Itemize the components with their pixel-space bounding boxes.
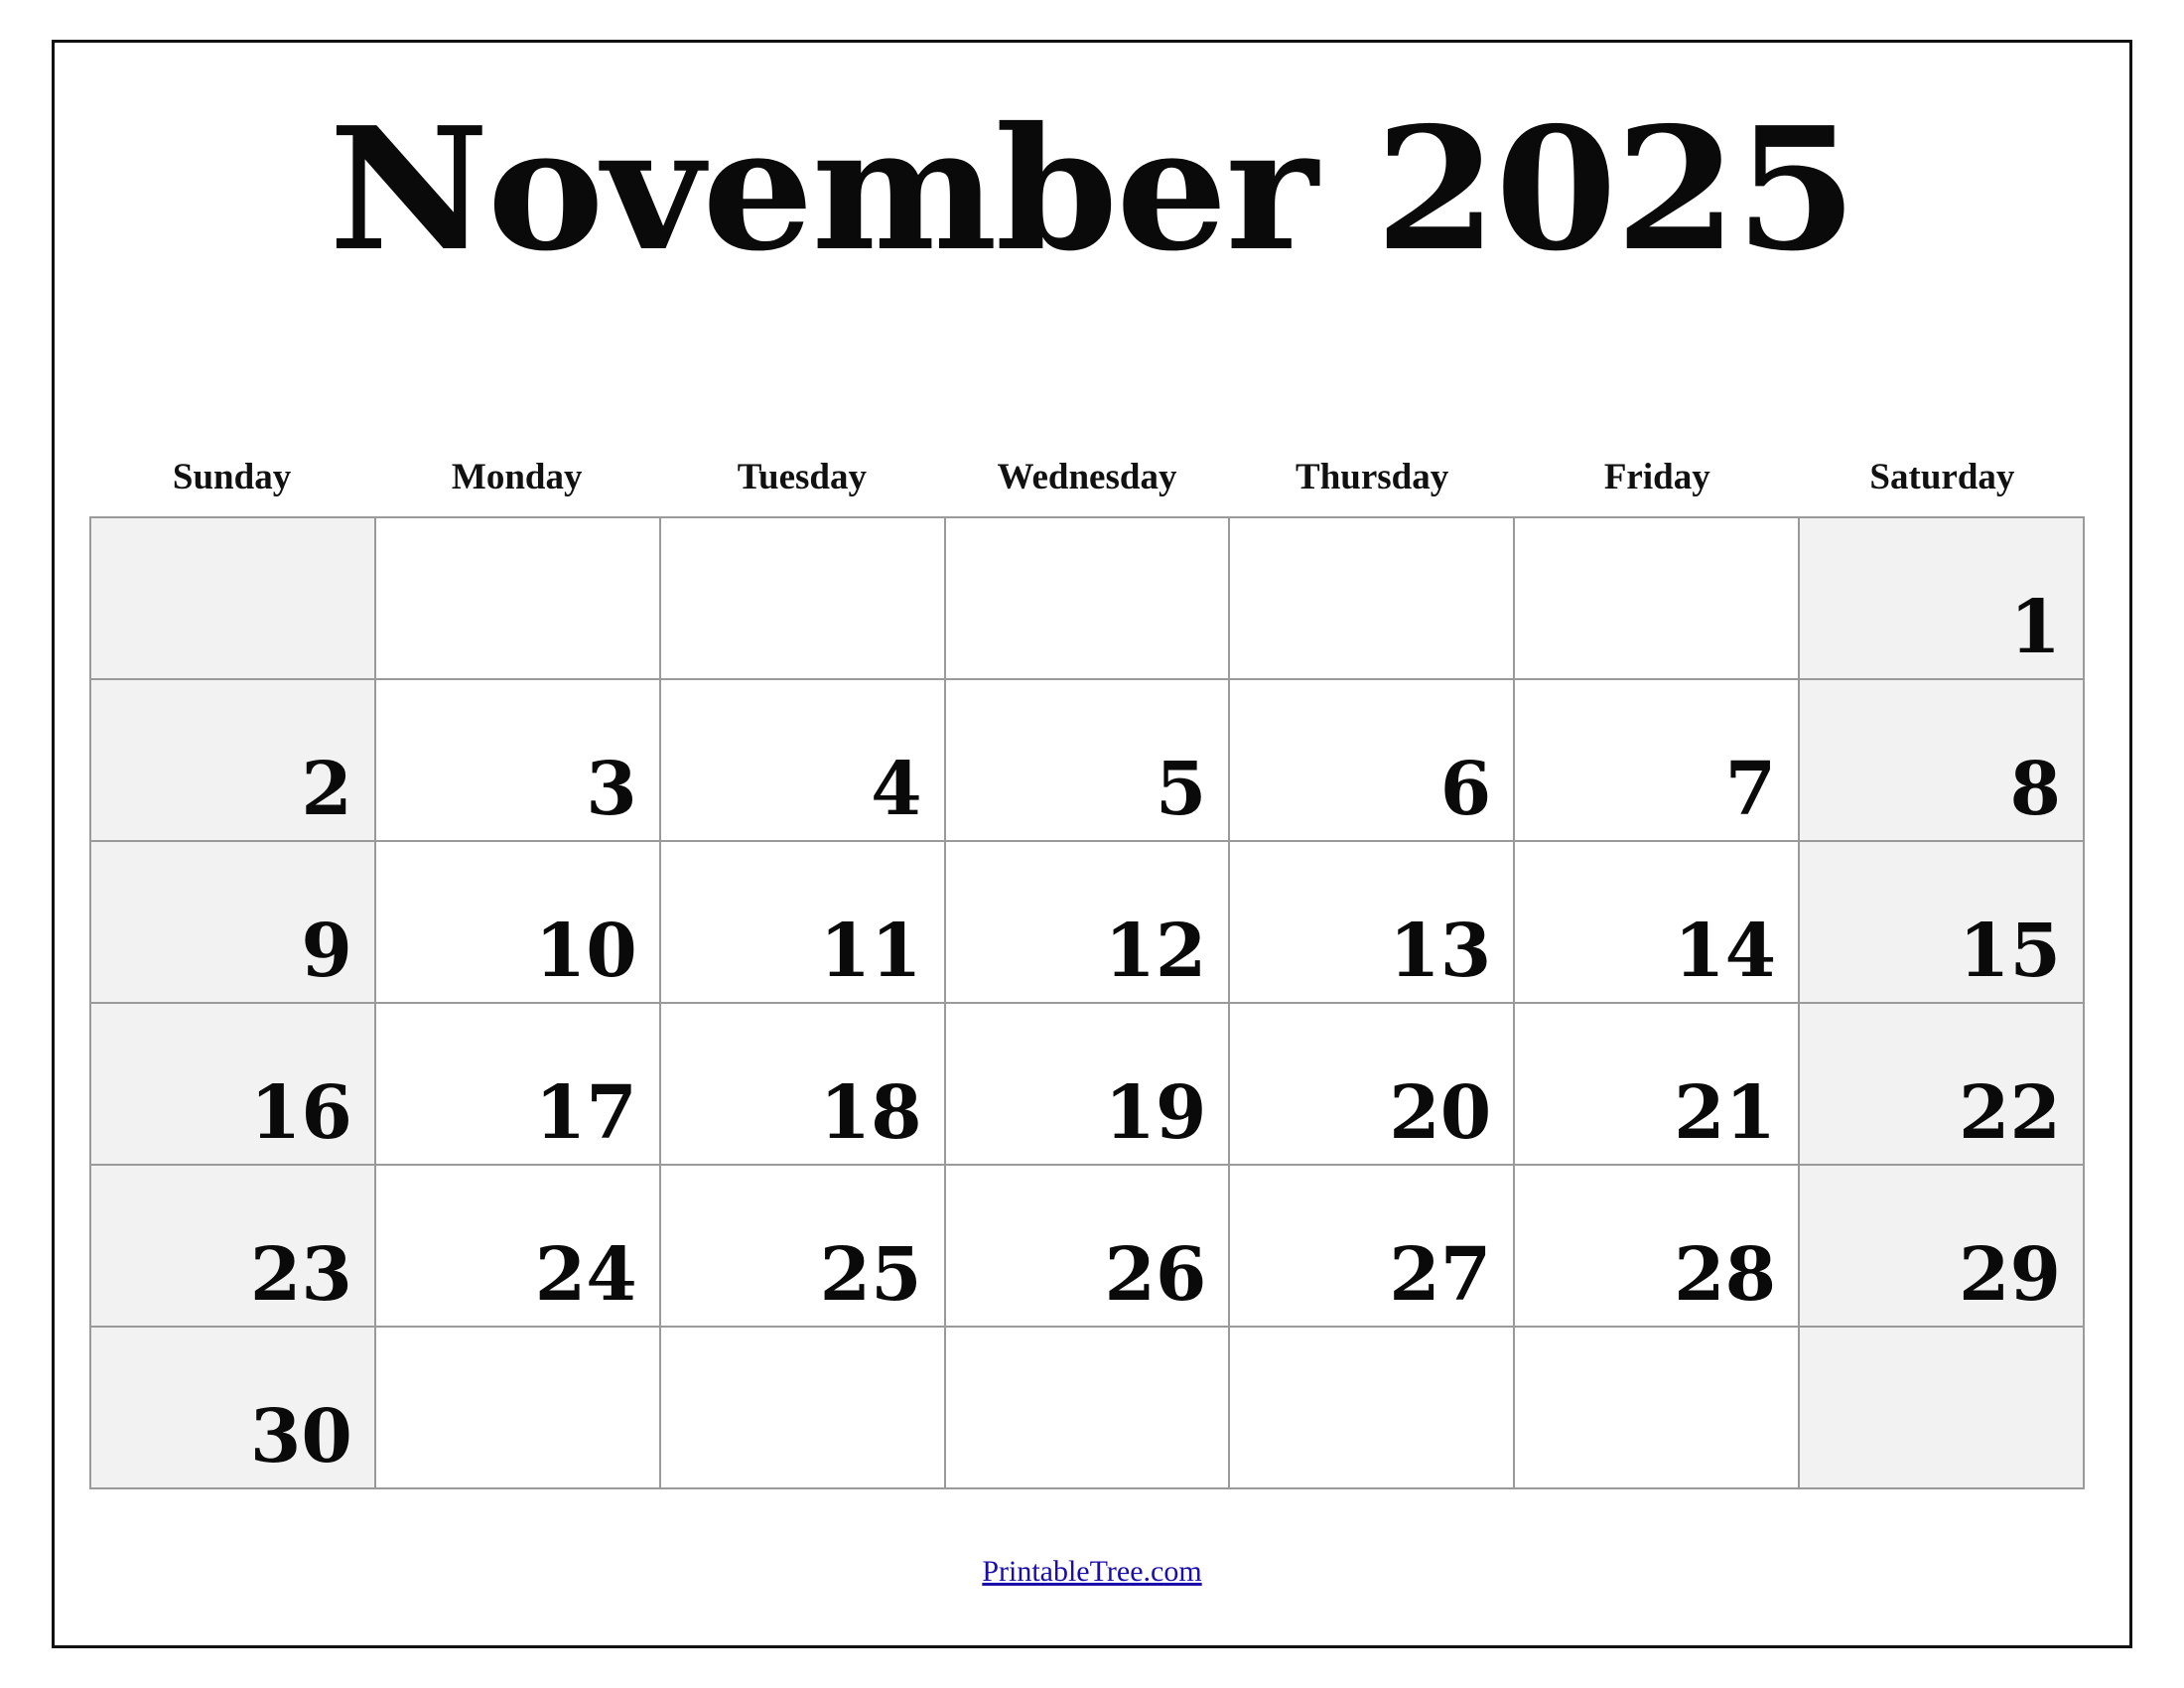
day-number: 20 <box>1389 1069 1492 1156</box>
calendar-day-cell[interactable] <box>91 680 376 842</box>
day-number: 23 <box>249 1231 352 1318</box>
day-number: 21 <box>1674 1069 1777 1156</box>
day-number: 16 <box>249 1069 352 1156</box>
calendar-empty-cell <box>946 518 1231 680</box>
calendar-day-cell[interactable] <box>376 842 661 1004</box>
weekday-tuesday: Tuesday <box>737 456 867 497</box>
calendar-day-cell[interactable] <box>91 1004 376 1166</box>
calendar-empty-cell <box>91 518 376 680</box>
calendar-day-cell[interactable] <box>376 1166 661 1328</box>
day-number: 14 <box>1674 908 1777 994</box>
weekday-monday: Monday <box>451 456 583 497</box>
calendar-content <box>81 58 2103 1628</box>
calendar-empty-cell <box>1800 1328 2085 1489</box>
weekday-sunday: Sunday <box>172 456 292 497</box>
day-number: 27 <box>1389 1231 1492 1318</box>
weekday-wednesday: Wednesday <box>997 456 1177 497</box>
calendar-day-cell[interactable] <box>661 1004 946 1166</box>
calendar-day-cell[interactable] <box>661 1166 946 1328</box>
calendar-day-cell[interactable] <box>1800 680 2085 842</box>
day-number: 24 <box>534 1231 637 1318</box>
day-number: 28 <box>1674 1231 1777 1318</box>
calendar-day-cell[interactable] <box>91 1166 376 1328</box>
calendar-day-cell[interactable] <box>376 1004 661 1166</box>
day-number: 15 <box>1959 908 2061 994</box>
calendar-day-cell[interactable] <box>1515 842 1800 1004</box>
weekday-friday: Friday <box>1603 456 1710 497</box>
day-number: 9 <box>301 908 352 994</box>
weekday-thursday: Thursday <box>1296 456 1449 497</box>
calendar-day-cell[interactable] <box>1800 518 2085 680</box>
calendar-day-cell[interactable] <box>1230 680 1515 842</box>
day-number: 4 <box>871 746 922 832</box>
calendar-day-cell[interactable] <box>1515 1004 1800 1166</box>
calendar-empty-cell <box>1230 1328 1515 1489</box>
calendar-day-cell[interactable] <box>1800 1166 2085 1328</box>
weekday-saturday: Saturday <box>1869 456 2015 497</box>
day-number: 3 <box>586 746 637 832</box>
calendar-empty-cell <box>376 518 661 680</box>
calendar-day-cell[interactable] <box>946 680 1231 842</box>
printabletree-link[interactable]: PrintableTree.com <box>982 1555 1202 1588</box>
footer <box>81 1555 2103 1589</box>
calendar-day-cell[interactable] <box>376 680 661 842</box>
calendar-day-cell[interactable] <box>661 680 946 842</box>
calendar-day-cell[interactable] <box>1515 1166 1800 1328</box>
day-number: 6 <box>1439 746 1492 832</box>
day-number: 25 <box>819 1231 922 1318</box>
calendar-empty-cell <box>661 518 946 680</box>
calendar-day-cell[interactable] <box>91 842 376 1004</box>
day-number: 22 <box>1959 1069 2061 1156</box>
day-number: 13 <box>1389 908 1492 994</box>
calendar-day-cell[interactable] <box>1800 842 2085 1004</box>
calendar-grid <box>89 516 2085 1489</box>
calendar-day-cell[interactable] <box>946 1166 1231 1328</box>
day-number: 18 <box>819 1069 922 1156</box>
calendar-empty-cell <box>946 1328 1231 1489</box>
day-number: 1 <box>2009 584 2061 670</box>
day-number: 12 <box>1104 908 1207 994</box>
calendar-day-cell[interactable] <box>1515 680 1800 842</box>
day-number: 5 <box>1155 746 1207 832</box>
calendar-day-cell[interactable] <box>946 842 1231 1004</box>
calendar-day-cell[interactable] <box>1230 842 1515 1004</box>
day-number: 10 <box>534 908 637 994</box>
calendar-day-cell[interactable] <box>1230 1166 1515 1328</box>
day-number: 26 <box>1104 1231 1207 1318</box>
day-number: 7 <box>1724 746 1777 832</box>
calendar-empty-cell <box>1515 518 1800 680</box>
calendar-empty-cell <box>1515 1328 1800 1489</box>
day-number: 11 <box>819 908 922 994</box>
weekday-header-row <box>89 456 2085 516</box>
calendar-day-cell[interactable] <box>1230 1004 1515 1166</box>
day-number: 29 <box>1959 1231 2061 1318</box>
calendar-day-cell[interactable] <box>946 1004 1231 1166</box>
day-number: 19 <box>1104 1069 1207 1156</box>
day-number: 30 <box>249 1393 352 1479</box>
day-number: 2 <box>301 746 352 832</box>
calendar-day-cell[interactable] <box>91 1328 376 1489</box>
calendar-empty-cell <box>376 1328 661 1489</box>
calendar-empty-cell <box>1230 518 1515 680</box>
calendar-day-cell[interactable] <box>1800 1004 2085 1166</box>
page-title: November 2025 <box>329 90 1855 289</box>
calendar-day-cell[interactable] <box>661 842 946 1004</box>
day-number: 8 <box>2009 746 2061 832</box>
calendar-empty-cell <box>661 1328 946 1489</box>
day-number: 17 <box>534 1069 637 1156</box>
